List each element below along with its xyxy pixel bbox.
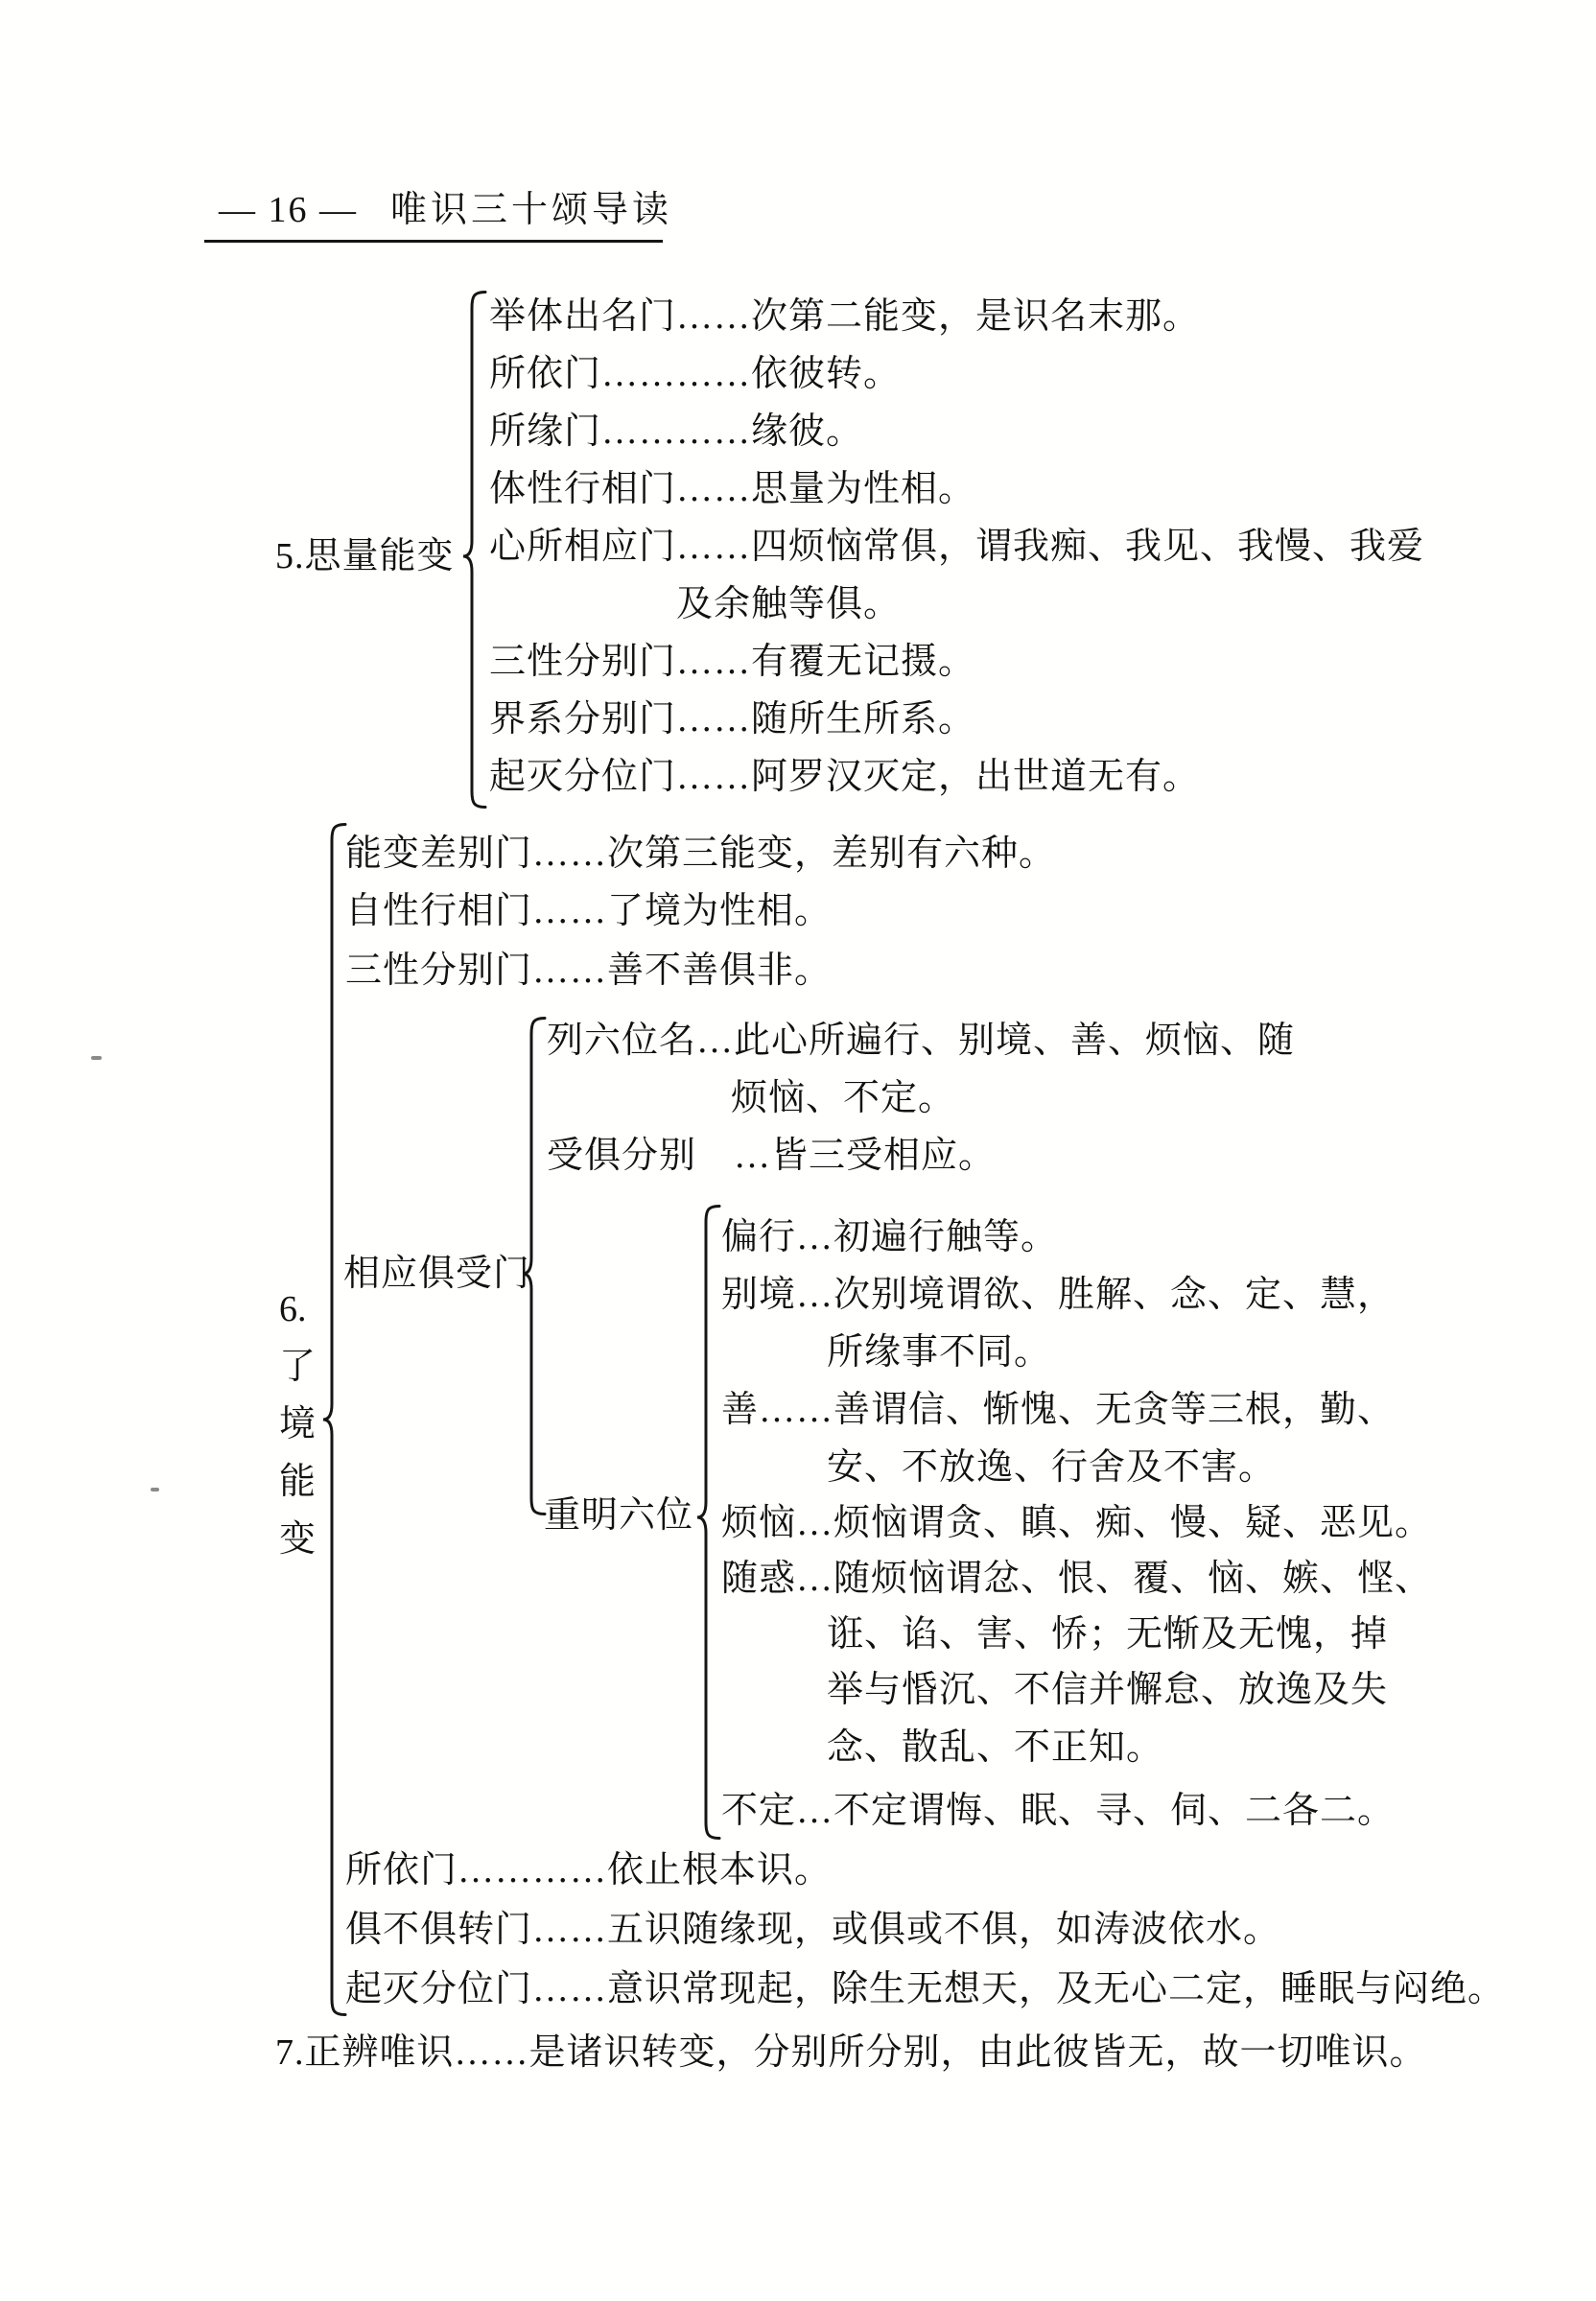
outline-line: 所依门…………依彼转。 <box>489 354 902 394</box>
outline-line: 随惑…随烦恼谓忿、恨、覆、恼、嫉、悭、 <box>721 1559 1433 1599</box>
outline-line: 受俱分别 …皆三受相应。 <box>547 1136 997 1176</box>
page-number: — 16 — <box>219 190 358 230</box>
outline-line-continuation: 烦恼、不定。 <box>731 1078 956 1118</box>
chongming-label: 重明六位 <box>544 1495 694 1536</box>
outline-line: 起灭分位门……阿罗汉灭定，出世道无有。 <box>489 757 1201 797</box>
outline-line: 所依门…………依止根本识。 <box>345 1850 833 1890</box>
outline-line: 心所相应门……四烦恼常俱，谓我痴、我见、我慢、我爱 <box>489 527 1425 567</box>
xiangying-brace <box>522 1017 547 1515</box>
outline-line: 别境…次别境谓欲、胜解、念、定、慧， <box>721 1275 1396 1315</box>
outline-line: 俱不俱转门……五识随缘现，或俱或不俱，如涛波依水。 <box>345 1910 1281 1950</box>
section7-line: 7.正辨唯识……是诸识转变，分别所分别，由此彼皆无，故一切唯识。 <box>275 2032 1427 2073</box>
section6-label: 6. 了 境 能 变 <box>279 1280 316 1568</box>
section6-brace <box>322 823 347 2016</box>
outline-line: 偏行…初遍行触等。 <box>721 1217 1059 1257</box>
outline-line-continuation: 举与惛沉、不信并懈怠、放逸及失 <box>827 1670 1389 1710</box>
outline-line: 列六位名…此心所遍行、别境、善、烦恼、随 <box>547 1021 1296 1061</box>
outline-line-continuation: 及余触等俱。 <box>676 584 902 624</box>
page-title: 唯识三十颂导读 <box>390 190 673 230</box>
outline-line-continuation: 诳、谄、害、㤭；无惭及无愧，掉 <box>827 1614 1389 1655</box>
outline-line: 三性分别门……善不善俱非。 <box>345 951 833 991</box>
outline-line: 不定…不定谓悔、眠、寻、伺、二各二。 <box>721 1791 1396 1831</box>
outline-line: 善……善谓信、惭愧、无贪等三根，勤、 <box>721 1390 1396 1430</box>
outline-line: 三性分别门……有覆无记摄。 <box>489 642 976 682</box>
scan-speck <box>151 1488 159 1491</box>
xiangying-label: 相应俱受门 <box>343 1254 531 1294</box>
outline-line: 所缘门…………缘彼。 <box>489 411 864 452</box>
outline-line: 体性行相门……思量为性相。 <box>489 469 976 509</box>
outline-line-continuation: 安、不放逸、行舍及不害。 <box>827 1447 1277 1488</box>
outline-line: 起灭分位门……意识常现起，除生无想天，及无心二定，睡眠与闷绝。 <box>345 1969 1506 2009</box>
outline-line: 界系分别门……随所生所系。 <box>489 699 976 740</box>
page-header <box>219 190 672 230</box>
outline-line: 自性行相门……了境为性相。 <box>345 891 833 931</box>
outline-line: 能变差别门……次第三能变，差别有六种。 <box>345 834 1057 874</box>
header-rule <box>204 240 663 243</box>
section6-number: 6. <box>279 1289 307 1329</box>
section5-label: 5.思量能变 <box>275 536 455 576</box>
outline-line: 举体出名门……次第二能变，是识名末那。 <box>489 296 1201 337</box>
section5-brace <box>462 291 487 809</box>
scan-speck <box>91 1056 102 1060</box>
outline-line: 烦恼…烦恼谓贪、瞋、痴、慢、疑、恶见。 <box>721 1503 1433 1543</box>
chongming-brace <box>696 1205 721 1840</box>
outline-line-continuation: 念、散乱、不正知。 <box>827 1727 1164 1768</box>
outline-line-continuation: 所缘事不同。 <box>827 1332 1052 1373</box>
